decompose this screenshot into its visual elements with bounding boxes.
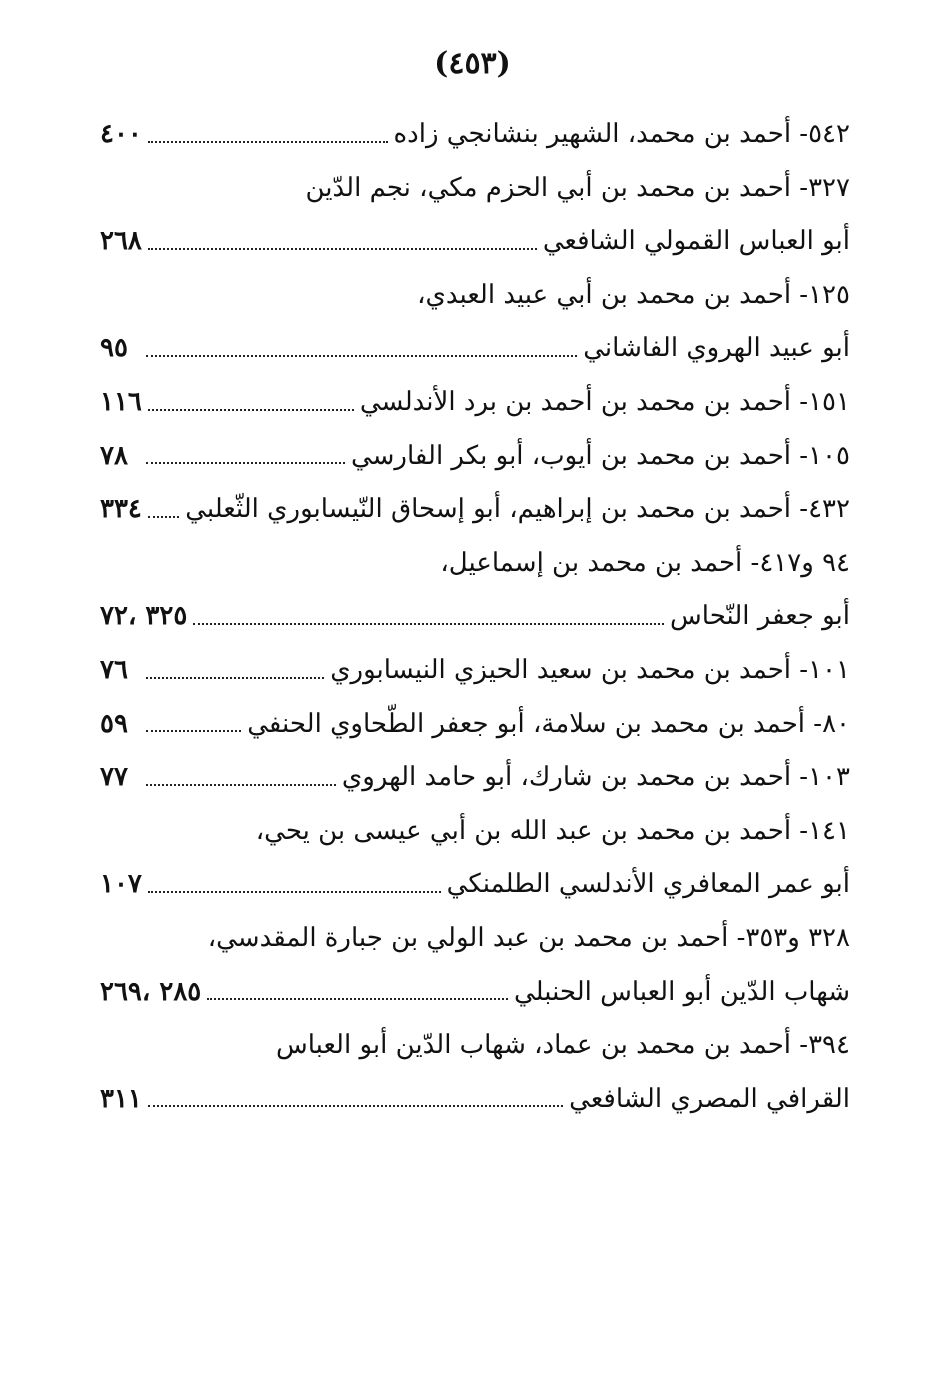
entry-text: ١٠٣- أحمد بن محمد بن شارك، أبو حامد الهروي <box>341 762 850 793</box>
index-entry <box>100 805 850 859</box>
entry-text: القرافي المصري الشافعي <box>569 1083 850 1114</box>
index-entry <box>100 966 850 1020</box>
entry-pages: ٩٥ <box>100 333 128 364</box>
dot-leader <box>146 341 577 357</box>
entry-text: ٩٤ و٤١٧- أحمد بن محمد بن إسماعيل، <box>440 547 850 578</box>
dot-leader <box>148 234 537 250</box>
dot-leader <box>146 770 336 786</box>
entry-text: ٨٠- أحمد بن محمد بن سلامة، أبو جعفر الطّحاوي الحنفي <box>247 708 850 739</box>
entry-pages: ٣٣٤ <box>100 494 142 525</box>
entry-text: ٣٢٨ و٣٥٣- أحمد بن محمد بن عبد الولي بن جبارة المقدسي، <box>207 922 850 953</box>
entry-pages: ٤٠٠ <box>100 119 142 149</box>
dot-leader <box>207 984 508 1000</box>
entry-text: ١٢٥- أحمد بن محمد بن أبي عبيد العبدي، <box>417 279 850 310</box>
index-entry <box>100 1019 850 1073</box>
index-entry <box>100 644 850 698</box>
dot-leader <box>146 448 345 464</box>
dot-leader <box>148 877 441 893</box>
index-entry <box>100 430 850 484</box>
entry-text: ١٠٥- أحمد بن محمد بن أيوب، أبو بكر الفارسي <box>350 440 850 471</box>
index-entries <box>100 108 850 1126</box>
dot-leader <box>148 127 388 143</box>
index-entry <box>100 483 850 537</box>
entry-text: ٣٩٤- أحمد بن محمد بن عماد، شهاب الدّين أبو العباس <box>275 1030 850 1061</box>
entry-pages: ٢٨٥ ،٢٦٩ <box>100 976 202 1007</box>
entry-pages: ٣١١ <box>100 1083 142 1114</box>
index-entry <box>100 537 850 591</box>
entry-text: شهاب الدّين أبو العباس الحنبلي <box>513 976 850 1007</box>
entry-pages: ١٠٧ <box>100 869 142 900</box>
entry-pages: ٧٨ <box>100 440 128 471</box>
index-entry <box>100 108 850 162</box>
entry-pages: ٥٩ <box>100 708 128 739</box>
dot-leader <box>193 609 664 625</box>
entry-pages: ٢٦٨ <box>100 226 142 257</box>
index-entry <box>100 376 850 430</box>
index-entry <box>100 698 850 752</box>
index-entry <box>100 590 850 644</box>
index-entry <box>100 269 850 323</box>
index-entry <box>100 858 850 912</box>
dot-leader <box>146 716 241 732</box>
page-number: (٤٥٣) <box>434 46 511 81</box>
index-entry <box>100 751 850 805</box>
entry-pages: ١١٦ <box>100 386 142 417</box>
index-entry <box>100 215 850 269</box>
entry-text: ١٤١- أحمد بن محمد بن عبد الله بن أبي عيسى بن يحي، <box>255 815 850 846</box>
entry-text: ٣٢٧- أحمد بن محمد بن أبي الحزم مكي، نجم الدّين <box>305 172 850 203</box>
dot-leader <box>148 1091 563 1107</box>
entry-text: أبو جعفر النّحاس <box>670 601 850 632</box>
index-entry <box>100 1073 850 1127</box>
dot-leader <box>148 395 354 411</box>
dot-leader <box>148 502 179 518</box>
index-entry <box>100 322 850 376</box>
entry-text: ٤٣٢- أحمد بن محمد بن إبراهيم، أبو إسحاق النّيسابوري الثّعلبي <box>185 494 850 525</box>
entry-text: أبو عبيد الهروي الفاشاني <box>583 333 850 364</box>
entry-text: ٥٤٢- أحمد بن محمد، الشهير بنشانجي زاده <box>393 119 850 149</box>
entry-text: أبو عمر المعافري الأندلسي الطلمنكي <box>446 869 850 900</box>
entry-text: ١٥١- أحمد بن محمد بن أحمد بن برد الأندلسي <box>359 386 850 417</box>
index-entry <box>100 912 850 966</box>
dot-leader <box>146 663 324 679</box>
entry-pages: ٧٧ <box>100 762 128 793</box>
index-entry <box>100 162 850 216</box>
entry-pages: ٣٢٥ ،٧٢ <box>100 601 188 632</box>
entry-text: أبو العباس القمولي الشافعي <box>542 226 850 257</box>
entry-pages: ٧٦ <box>100 654 128 685</box>
entry-text: ١٠١- أحمد بن محمد بن سعيد الحيزي النيسابوري <box>330 654 850 685</box>
